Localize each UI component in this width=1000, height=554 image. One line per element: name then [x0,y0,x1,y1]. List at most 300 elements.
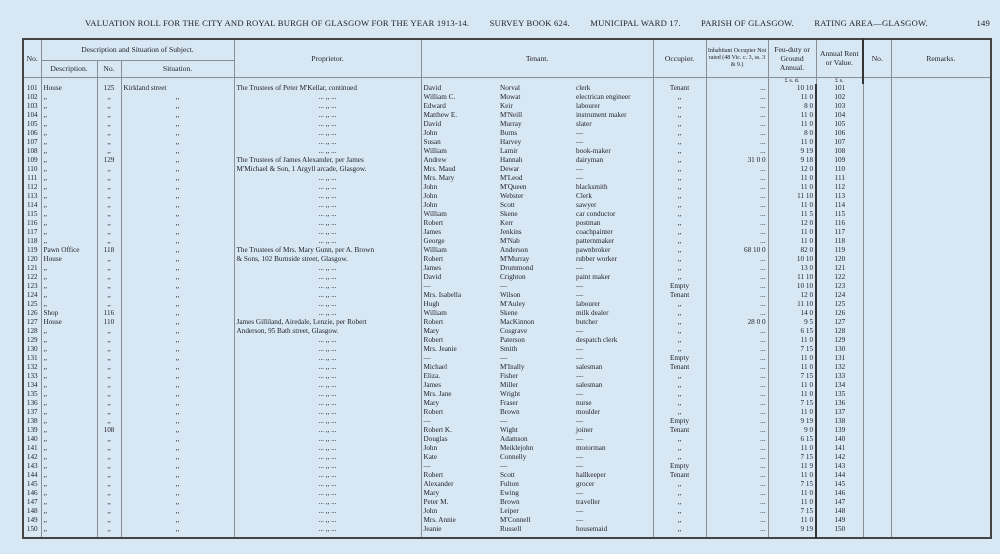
street-number: ,, [97,219,121,228]
proprietor: ... ,, ... [234,417,421,426]
remarks [863,255,891,264]
row-number-right: 106 [816,129,863,138]
annual-value: 11 0 [768,183,816,192]
proprietor: ... ,, ... [234,201,421,210]
occupier: ,, [653,300,706,309]
remarks [863,471,891,480]
tenant-first-name: Jeanie [423,524,442,533]
tenant-surname: — [500,353,508,362]
annual-value: 11 0 [768,138,816,147]
annual-value: 11 0 [768,174,816,183]
table-row [23,417,991,426]
feu-duty: ... [706,309,768,318]
occupier: ,, [653,210,706,219]
street-number: ,, [97,237,121,246]
tenant-surname: Hannah [500,155,523,164]
description: ,, [41,363,97,372]
feu-duty: ... [706,453,768,462]
tenant-first-name: Susan [423,137,441,146]
annual-value: 11 0 [768,354,816,363]
street-number: ,, [97,363,121,372]
tenant-first-name: James [423,263,442,272]
tenant-occupation: electrican engineer [576,92,631,101]
situation: ,, [121,462,234,471]
description: ,, [41,345,97,354]
remarks [863,435,891,444]
row-number: 113 [23,192,41,201]
tenant-surname: Miller [500,380,518,389]
situation: ,, [121,471,234,480]
remarks [863,183,891,192]
row-number: 107 [23,138,41,147]
tenant-surname: Smith [500,344,518,353]
tenant-occupation: — [576,515,584,524]
annual-value: 82 0 [768,246,816,255]
row-number: 147 [23,498,41,507]
remarks [863,372,891,381]
street-number: ,, [97,444,121,453]
situation: ,, [121,336,234,345]
tenant-occupation: slater [576,119,592,128]
occupier: ,, [653,507,706,516]
remarks [863,138,891,147]
row-number: 127 [23,318,41,327]
row-number: 150 [23,525,41,538]
row-number-right: 150 [816,525,863,538]
annual-value: 11 0 [768,237,816,246]
row-number-right: 114 [816,201,863,210]
proprietor: ... ,, ... [234,147,421,156]
situation: ,, [121,309,234,318]
occupier: Tenant [653,291,706,300]
proprietor: ... ,, ... [234,282,421,291]
situation: ,, [121,399,234,408]
tenant-first-name: Mary [423,488,440,497]
row-number: 119 [23,246,41,255]
situation: ,, [121,174,234,183]
situation: ,, [121,408,234,417]
feu-duty: ... [706,525,768,538]
street-number: ,, [97,453,121,462]
row-number-right: 146 [816,489,863,498]
roll-title: VALUATION ROLL FOR THE CITY AND ROYAL BURGH OF GLASGOW FOR THE YEAR 1913-14. [85,18,470,28]
tenant-first-name: John [423,182,438,191]
remarks [863,507,891,516]
situation: ,, [121,147,234,156]
proprietor: & Sons, 102 Burnside street, Glasgow. [234,255,421,264]
row-number: 137 [23,408,41,417]
street-number: ,, [97,102,121,111]
annual-value: 14 0 [768,309,816,318]
proprietor: ... ,, ... [234,381,421,390]
proprietor: ... ,, ... [234,93,421,102]
table-row [23,462,991,471]
table-row [23,363,991,372]
description: ,, [41,399,97,408]
feu-duty: ... [706,201,768,210]
table-row [23,426,991,435]
street-number: ,, [97,417,121,426]
proprietor: ... ,, ... [234,219,421,228]
occupier: ,, [653,147,706,156]
street-number: ,, [97,372,121,381]
situation: ,, [121,453,234,462]
tenant-first-name: Mrs. Annie [423,515,456,524]
proprietor: ... ,, ... [234,192,421,201]
street-number: 125 [97,84,121,93]
tenant-occupation: motorman [576,443,606,452]
table-row [23,516,991,525]
description: ,, [41,372,97,381]
street-number: ,, [97,255,121,264]
tenant-surname: Leiper [500,506,519,515]
tenant-surname: Mowat [500,92,521,101]
proprietor: ... ,, ... [234,174,421,183]
proprietor: ... ,, ... [234,210,421,219]
description: ,, [41,192,97,201]
proprietor: ... ,, ... [234,426,421,435]
tenant-surname: M'Nab [500,236,520,245]
tenant-first-name: David [423,119,442,128]
tenant-surname: Adamson [500,434,528,443]
col-tenant: Tenant. [421,39,653,77]
row-number-right: 105 [816,120,863,129]
occupier: ,, [653,156,706,165]
proprietor: ... ,, ... [234,111,421,120]
proprietor: ... ,, ... [234,336,421,345]
row-number: 112 [23,183,41,192]
table-row [23,210,991,219]
table-row [23,120,991,129]
tenant-occupation: blacksmith [576,182,608,191]
tenant-occupation: labourer [576,101,600,110]
proprietor: ... ,, ... [234,300,421,309]
occupier: ,, [653,102,706,111]
occupier: Tenant [653,363,706,372]
row-number: 139 [23,426,41,435]
description: ,, [41,471,97,480]
street-number: ,, [97,201,121,210]
table-row [23,489,991,498]
tenant-first-name: Robert [423,407,444,416]
annual-value: 11 0 [768,111,816,120]
remarks [863,399,891,408]
remarks [863,480,891,489]
tenant-first-name: — [423,416,431,425]
tenant-occupation: grocer [576,479,595,488]
proprietor: ... ,, ... [234,264,421,273]
feu-duty: ... [706,372,768,381]
feu-duty: ... [706,408,768,417]
row-number-right: 137 [816,408,863,417]
row-number-right: 133 [816,372,863,381]
annual-value: 6 15 [768,327,816,336]
table-row [23,444,991,453]
proprietor: ... ,, ... [234,462,421,471]
row-number: 136 [23,399,41,408]
tenant-occupation: salesman [576,362,603,371]
table-row [23,129,991,138]
row-number: 105 [23,120,41,129]
tenant-surname: Cosgrave [500,326,528,335]
street-number: ,, [97,489,121,498]
proprietor: James Gilliland, Airedale, Lenzie, per Robert [234,318,421,327]
row-number-right: 141 [816,444,863,453]
row-number-right: 108 [816,147,863,156]
row-number-right: 112 [816,183,863,192]
remarks [863,282,891,291]
proprietor: M'Michael & Son, 1 Argyll arcade, Glasgow. [234,165,421,174]
situation: ,, [121,300,234,309]
row-number-right: 148 [816,507,863,516]
description: Shop [41,309,97,318]
tenant-surname: M'Murray [500,254,530,263]
tenant-occupation: clerk [576,83,591,92]
occupier: Tenant [653,84,706,93]
remarks [863,210,891,219]
tenant-surname: M'Neill [500,110,523,119]
tenant-first-name: Douglas [423,434,448,443]
street-number: ,, [97,462,121,471]
row-number: 149 [23,516,41,525]
situation: ,, [121,516,234,525]
proprietor: ... ,, ... [234,489,421,498]
tenant-occupation: — [576,326,584,335]
description: ,, [41,183,97,192]
feu-units: £ s. d. [768,77,816,84]
row-number: 138 [23,417,41,426]
col-description: Description. [41,60,97,77]
table-row [23,156,991,165]
description: ,, [41,201,97,210]
street-number: ,, [97,480,121,489]
street-number: ,, [97,282,121,291]
description: House [41,255,97,264]
tenant-occupation: moulder [576,407,600,416]
tenant-surname: Wilson [500,290,521,299]
parish: PARISH OF GLASGOW. [701,18,795,28]
tenant-occupation: book-maker [576,146,611,155]
remarks [863,156,891,165]
row-number: 103 [23,102,41,111]
occupier: ,, [653,183,706,192]
table-row [23,399,991,408]
table-row [23,111,991,120]
description: ,, [41,336,97,345]
description: ,, [41,435,97,444]
tenant-occupation: despatch clerk [576,335,618,344]
tenant-first-name: Andrew [423,155,447,164]
row-number-right: 126 [816,309,863,318]
table-row [23,435,991,444]
street-number: ,, [97,471,121,480]
feu-duty: ... [706,192,768,201]
col-proprietor: Proprietor. [234,39,421,77]
table-row [23,174,991,183]
description: ,, [41,237,97,246]
tenant-occupation: — [576,137,584,146]
description: ,, [41,426,97,435]
occupier: ,, [653,489,706,498]
tenant-occupation: — [576,389,584,398]
tenant-surname: MacKinnon [500,317,535,326]
situation: ,, [121,417,234,426]
occupier: ,, [653,228,706,237]
street-number: ,, [97,507,121,516]
occupier: ,, [653,444,706,453]
row-number: 142 [23,453,41,462]
annual-value: 7 15 [768,507,816,516]
rating-area: RATING AREA—GLASGOW. [814,18,928,28]
proprietor: ... ,, ... [234,453,421,462]
row-number-right: 128 [816,327,863,336]
feu-duty: ... [706,102,768,111]
tenant-surname: M'Leod [500,173,523,182]
annual-value: 7 15 [768,453,816,462]
table-row [23,219,991,228]
tenant-first-name: John [423,506,438,515]
description: ,, [41,327,97,336]
remarks [863,417,891,426]
annual-value: 11 0 [768,408,816,417]
occupier: Tenant [653,471,706,480]
street-number: ,, [97,498,121,507]
table-row [23,264,991,273]
proprietor: ... ,, ... [234,363,421,372]
municipal-ward: MUNICIPAL WARD 17. [590,18,681,28]
row-number-right: 104 [816,111,863,120]
remarks [863,318,891,327]
occupier: ,, [653,219,706,228]
tenant-occupation: — [576,344,584,353]
feu-duty: ... [706,84,768,93]
situation: ,, [121,228,234,237]
remarks [863,354,891,363]
feu-duty: ... [706,462,768,471]
situation: ,, [121,426,234,435]
remarks [863,408,891,417]
description: ,, [41,498,97,507]
annual-value: 10 10 [768,282,816,291]
tenant-first-name: Eliza. [423,371,441,380]
street-number: ,, [97,129,121,138]
tenant-surname: Crighton [500,272,526,281]
tenant-occupation: — [576,371,584,380]
description: ,, [41,390,97,399]
table-row [23,309,991,318]
annual-value: 12 0 [768,165,816,174]
tenant-first-name: Mrs. Isabella [423,290,462,299]
situation: Kirkland street [121,84,234,93]
row-number-right: 127 [816,318,863,327]
remarks [863,111,891,120]
situation: ,, [121,381,234,390]
col-feu-duty: Feu-duty or Ground Annual. [768,39,816,77]
tenant-surname: Murray [500,119,522,128]
situation: ,, [121,507,234,516]
tenant-occupation: — [576,290,584,299]
tenant-occupation: traveller [576,497,600,506]
street-number: 116 [97,309,121,318]
description: ,, [41,462,97,471]
tenant-occupation: salesman [576,380,603,389]
annual-value: 11 0 [768,471,816,480]
remarks [863,93,891,102]
row-number: 141 [23,444,41,453]
tenant-occupation: patternmaker [576,236,614,245]
row-number: 146 [23,489,41,498]
tenant-surname: — [500,461,508,470]
table-row [23,147,991,156]
remarks [863,201,891,210]
row-number-right: 120 [816,255,863,264]
occupier: ,, [653,453,706,462]
tenant-surname: Skene [500,209,518,218]
row-number-right: 107 [816,138,863,147]
tenant-surname: Wright [500,389,521,398]
page-number: 149 [976,18,990,28]
annual-value: 7 15 [768,480,816,489]
tenant-first-name: Mrs. Mary [423,173,455,182]
description: ,, [41,174,97,183]
annual-value: 7 15 [768,399,816,408]
street-number: ,, [97,408,121,417]
occupier: ,, [653,174,706,183]
situation: ,, [121,498,234,507]
feu-duty: 68 10 0 [706,246,768,255]
tenant-surname: Wight [500,425,518,434]
situation: ,, [121,282,234,291]
remarks [863,525,891,538]
street-number: ,, [97,192,121,201]
annual-value: 11 9 [768,462,816,471]
tenant-first-name: Mrs. Maud [423,164,456,173]
proprietor: ... ,, ... [234,435,421,444]
description: ,, [41,354,97,363]
proprietor: ... ,, ... [234,471,421,480]
row-number: 133 [23,372,41,381]
tenant-first-name: Robert [423,254,444,263]
description: ,, [41,111,97,120]
proprietor: ... ,, ... [234,408,421,417]
table-row [23,84,991,93]
occupier: ,, [653,165,706,174]
tenant-first-name: William [423,245,447,254]
proprietor: ... ,, ... [234,444,421,453]
tenant-surname: Scott [500,470,515,479]
description: Pawn Office [41,246,97,255]
row-number-right: 124 [816,291,863,300]
col-remarks: Remarks. [891,39,991,77]
remarks [863,147,891,156]
annual-value: 9 5 [768,318,816,327]
tenant-first-name: William [423,146,447,155]
tenant-surname: Lamir [500,146,518,155]
annual-value: 11 0 [768,516,816,525]
description: ,, [41,525,97,538]
tenant-surname: Russell [500,524,522,533]
feu-duty: ... [706,444,768,453]
proprietor: ... ,, ... [234,129,421,138]
remarks [863,453,891,462]
row-number: 110 [23,165,41,174]
tenant-first-name: Mrs. Jeanie [423,344,457,353]
remarks [863,237,891,246]
tenant-occupation: rubber worker [576,254,617,263]
annual-value: 7 15 [768,372,816,381]
tenant-occupation: postman [576,218,601,227]
row-number-right: 119 [816,246,863,255]
